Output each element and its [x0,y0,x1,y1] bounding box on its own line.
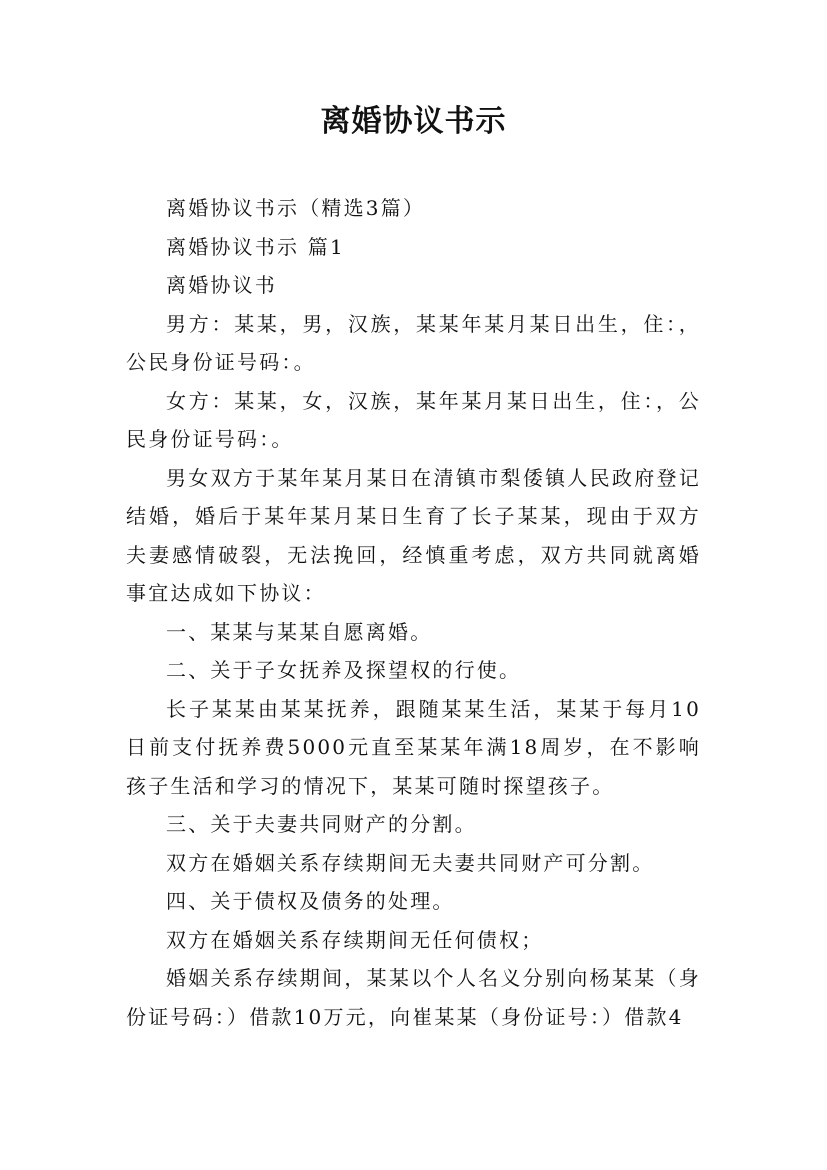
paragraph: 双方在婚姻关系存续期间无夫妻共同财产可分割。 [166,850,655,875]
paragraph: 长子某某由某某抚养，跟随某某生活，某某于每月10日前支付抚养费5000元直至某某年满18周岁，在不影响孩子生活和学习的情况下，某某可随时探望孩子。 [126,696,701,798]
paragraph: 四、关于债权及债务的处理。 [166,889,455,913]
document-body [126,189,701,1036]
paragraph: 男方：某某，男，汉族，某某年某月某日出生，住：，公民身份证号码：。 [126,311,701,374]
paragraph: 男女双方于某年某月某日在清镇市梨倭镇人民政府登记结婚，婚后于某年某月某日生育了长子某某，现由于双方夫妻感情破裂，无法挽回，经慎重考虑，双方共同就离婚事宜达成如下协议： [126,465,701,605]
paragraph: 双方在婚姻关系存续期间无任何债权； [166,927,544,952]
paragraph: 三、关于夫妻共同财产的分割。 [166,812,477,836]
paragraph: 婚姻关系存续期间，某某以个人名义分别向杨某某（身份证号码：）借款10万元，向崔某某（身份证号：）借款4 [126,966,701,1029]
paragraph: 离婚协议书 [166,273,277,297]
paragraph: 女方：某某，女，汉族，某年某月某日出生，住：，公民身份证号码：。 [126,388,701,451]
document-title: 离婚协议书示 [320,104,507,139]
paragraph: 一、某某与某某自愿离婚。 [166,619,433,644]
paragraph: 离婚协议书示 篇1 [166,234,345,259]
paragraph: 离婚协议书示（精选3篇） [166,196,426,220]
paragraph: 二、关于子女抚养及探望权的行使。 [166,658,522,682]
